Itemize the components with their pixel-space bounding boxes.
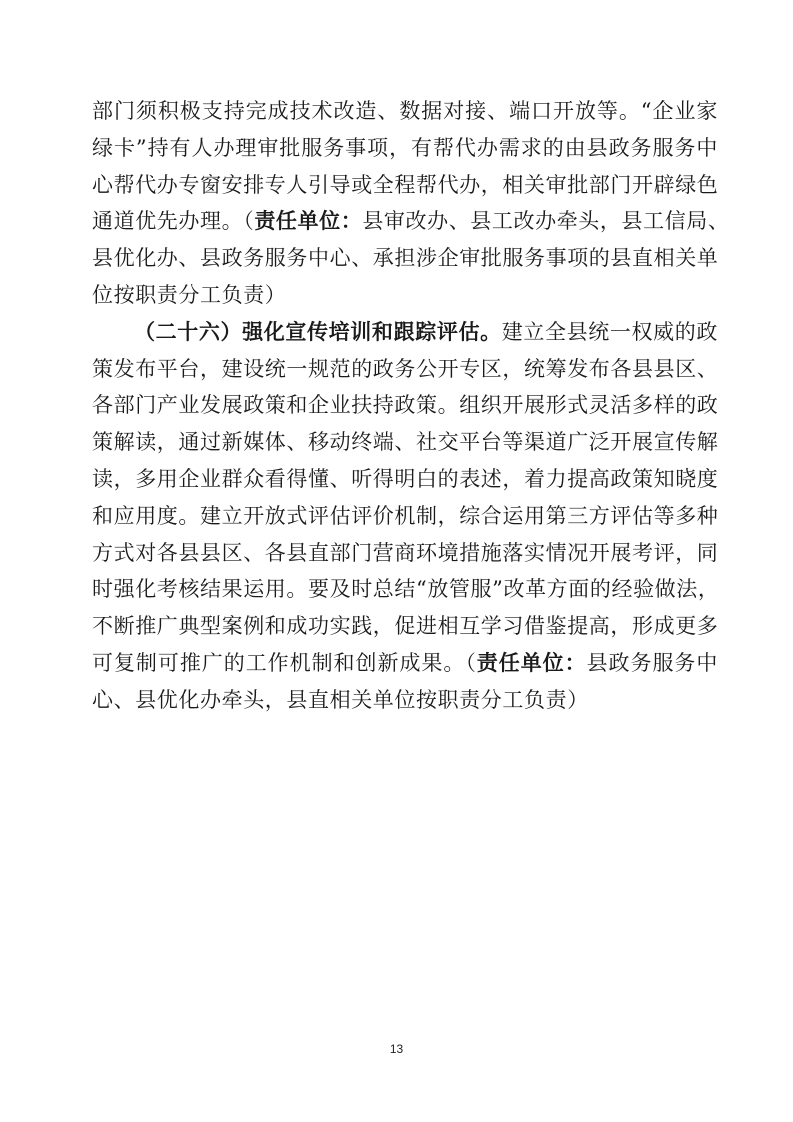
paragraph2-line3: 各部门产业发展政策和企业扶持政策。组织开展形式灵活多样的政: [92, 393, 719, 418]
paragraph2-line9: 不断推广典型案例和成功实践，促进相互学习借鉴提高，形成更多: [92, 614, 719, 639]
paragraph2-line10-text: 可复制可推广的工作机制和创新成果。（: [92, 650, 477, 675]
paragraph2-line10: [92, 645, 718, 682]
paragraph2-line8: 时强化考核结果运用。要及时总结“放管服”改革方面的经验做法，: [92, 577, 720, 602]
section-heading: （二十六）强化宣传培训和跟踪评估。: [134, 318, 502, 344]
responsibility-label: 责任单位：: [476, 649, 587, 675]
paragraph1-line4-rest: 县审改办、县工改办牵头，县工信局、: [362, 209, 730, 234]
paragraph2-line1-text: 建立全县统一权威的政: [501, 319, 719, 344]
paragraph1-line5: 县优化办、县政务服务中心、承担涉企审批服务事项的县直相关单: [92, 246, 719, 271]
paragraph1-line6: 位按职责分工负责）: [92, 282, 287, 307]
paragraph2-line7: 方式对各县县区、各县直部门营商环境措施落实情况开展考评，同: [92, 540, 719, 565]
paragraph1-line2: 绿卡”持有人办理审批服务事项，有帮代办需求的由县政务服务中: [92, 135, 718, 160]
paragraph2-line4: 策解读，通过新媒体、移动终端、社交平台等渠道广泛开展宣传解: [92, 430, 719, 455]
paragraph1-line4: [92, 203, 730, 240]
paragraph1-line4-text: 通道优先办理。（: [92, 209, 255, 234]
paragraph2-line6: 和应用度。建立开放式评估评价机制，综合运用第三方评估等多种: [92, 503, 719, 528]
paragraph2-line2: 策发布平台，建设统一规范的政务公开专区，统筹发布各县县区、: [92, 356, 719, 381]
paragraph2-line5: 读，多用企业群众看得懂、听得明白的表述，着力提高政策知晓度: [92, 466, 719, 491]
paragraph1-line3: 心帮代办专窗安排专人引导或全程帮代办，相关审批部门开辟绿色: [92, 172, 719, 197]
page-number: 13: [389, 1042, 404, 1056]
paragraph2-line11: 心、县优化办牵头，县直相关单位按职责分工负责）: [92, 687, 589, 712]
paragraph2-line1: [92, 314, 718, 351]
paragraph1-line1: 部门须积极支持完成技术改造、数据对接、端口开放等。“企业家: [92, 99, 718, 123]
paragraph2-line10-rest: 县政务服务中: [586, 650, 718, 675]
responsibility-label: 责任单位：: [254, 208, 363, 234]
body-text: [92, 93, 730, 719]
